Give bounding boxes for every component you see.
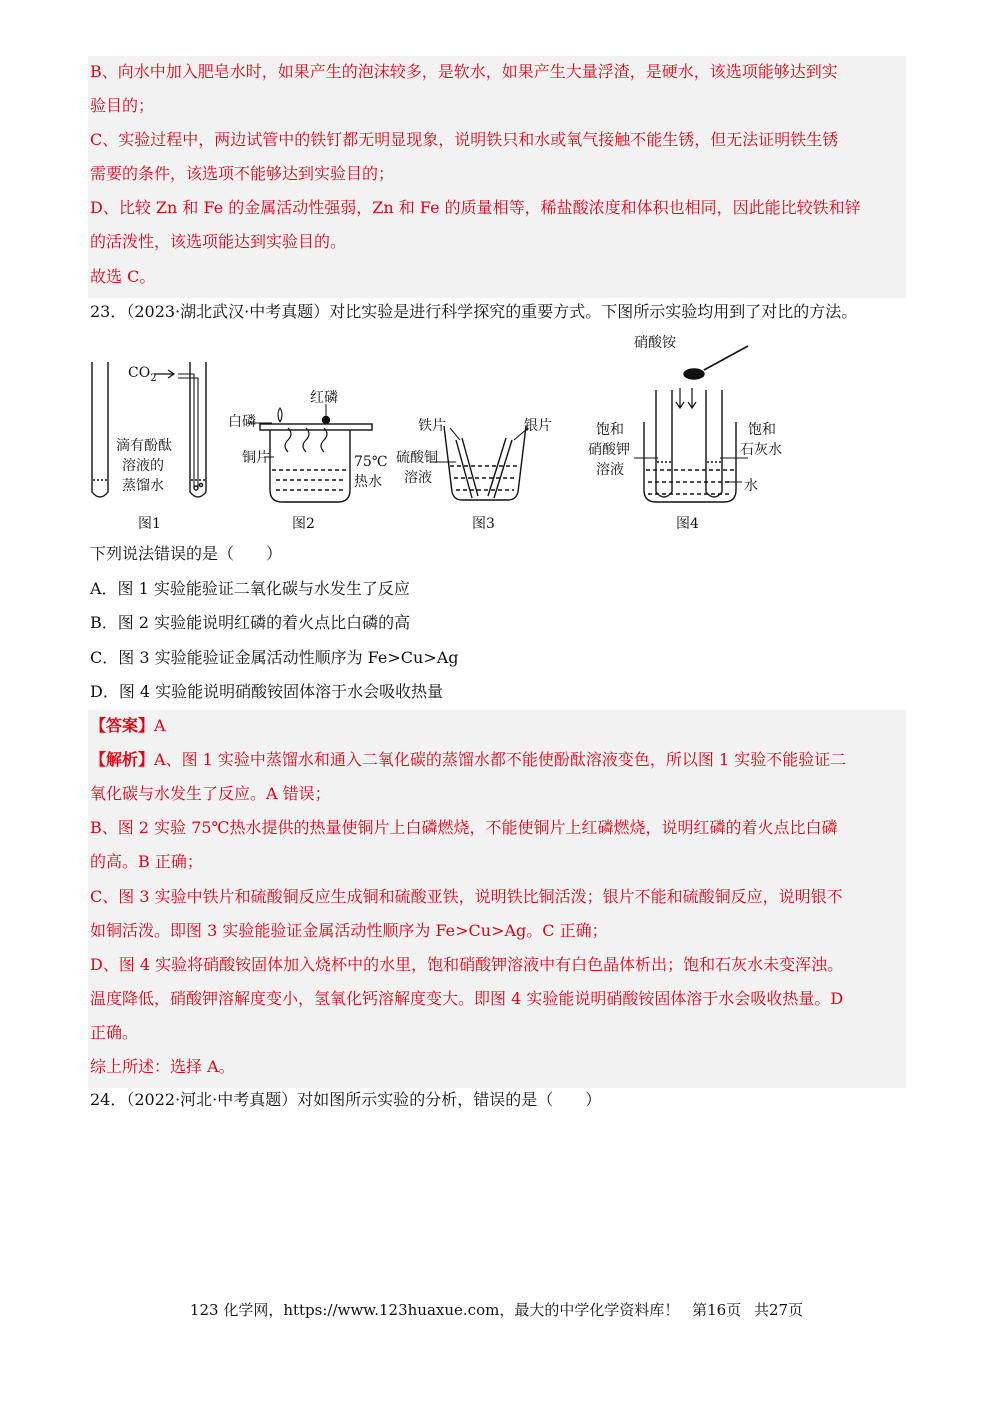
q22-conclusion: 故选 C。 — [90, 267, 156, 286]
fig1-gas-tube — [178, 374, 198, 488]
fig1-co2-label: $CO_2$ — [128, 365, 157, 384]
fig1-bubble — [194, 486, 198, 490]
q23-analysis-c-line2: 如铜活泼。即图 3 实验能验证金属活动性顺序为 Fe>Cu>Ag。C 正确； — [90, 921, 608, 940]
fig1-solution-label-2: 溶液的 — [122, 458, 164, 474]
fig1-left-tube — [92, 362, 108, 497]
fig4-kno3-label-2: 硝酸钾 — [588, 442, 630, 458]
q23-option-a: A．图 1 实验能验证二氧化碳与水发生了反应 — [90, 579, 410, 598]
q23-analysis-b-line1: B、图 2 实验 75℃热水提供的热量使铜片上白磷燃烧，不能使铜片上红磷燃烧，说明红磷的着火点比白磷 — [90, 818, 838, 837]
analysis-a-text: A、图 1 实验中蒸馏水和通入二氧化碳的蒸馏水都不能使酚酞溶液变色，所以图 1 实验不能验证二 — [154, 750, 847, 769]
analysis-label: 【解析】 — [90, 750, 155, 769]
fig3-iron-plate — [456, 438, 478, 498]
fig4-spoon-bowl — [684, 369, 704, 379]
q23-option-c: C．图 3 实验能验证金属活动性顺序为 Fe>Cu>Ag — [90, 648, 459, 667]
q23-analysis-d-line3: 正确。 — [90, 1023, 139, 1042]
q23-option-d: D．图 4 实验能说明硝酸铵固体溶于水会吸收热量 — [90, 682, 444, 701]
q22-d-line2: 的活泼性，该选项能达到实验目的。 — [90, 232, 347, 251]
fig3-beaker-body — [444, 426, 526, 500]
q23-answer-line — [90, 716, 910, 736]
answer-label: 【答案】 — [90, 716, 155, 735]
q22-d-line1: D、比较 Zn 和 Fe 的金属活动性强弱，Zn 和 Fe 的质量相等，稀盐酸浓度和体积也相同，因此能比较铁和锌 — [90, 198, 861, 217]
q23-prompt: 下列说法错误的是（ ） — [90, 544, 283, 563]
page-footer — [0, 1300, 993, 1320]
q23-stem: 23．（2023·湖北武汉·中考真题）对比实验是进行科学探究的重要方式。下图所示实验均用到了对比的方法。 — [90, 302, 858, 321]
fig1-bubble — [199, 483, 202, 486]
fig2-temp-label: 75℃ — [354, 454, 388, 470]
fig4-left-tube — [656, 390, 672, 497]
fig2-white-p-label: 白磷 — [228, 414, 256, 430]
q22-c-line2: 需要的条件，该选项不能够达到实验目的； — [90, 164, 395, 183]
fig4-nh4no3-label: 硝酸铵 — [634, 335, 676, 351]
fig1-solution-label-3: 蒸馏水 — [122, 478, 164, 494]
fig4-arrows — [676, 388, 696, 408]
q22-c-line1: C、实验过程中，两边试管中的铁钉都无明显现象，说明铁只和水或氧气接触不能生锈，但无法证明铁生锈 — [90, 130, 839, 149]
q23-analysis-a-line1 — [90, 750, 910, 770]
fig3-liquid — [450, 466, 520, 490]
fig4-kno3-label-1: 饱和 — [596, 422, 624, 438]
footer-site: 123 化学网，https://www.123huaxue.com，最大的中学化学资料库！ — [189, 1301, 680, 1319]
fig4-water — [646, 470, 734, 494]
fig3-cuso4-label-2: 溶液 — [404, 470, 432, 486]
fig1-arrow — [154, 370, 174, 378]
fig2-red-phosphorus — [323, 417, 330, 424]
q23-experiment-figure — [88, 330, 808, 540]
fig4-apparatus — [634, 346, 748, 502]
fig1-solution-label-1: 滴有酚酞 — [116, 438, 172, 454]
q23-analysis-d-line1: D、图 4 实验将硝酸铵固体加入烧杯中的水里，饱和硝酸钾溶液中有白色晶体析出；饱和石灰水未变浑浊。 — [90, 955, 844, 974]
fig4-spoon — [704, 346, 748, 370]
fig3-beaker — [430, 426, 528, 500]
fig2-red-p-label: 红磷 — [310, 390, 338, 406]
fig3-silver-plate — [488, 438, 512, 498]
fig3-cuso4-label-1: 硫酸铜 — [396, 450, 438, 466]
fig4-right-tube — [706, 390, 722, 497]
fig3-silver-label: 银片 — [524, 418, 552, 434]
footer-page-number: 第16页 — [692, 1301, 742, 1319]
fig3-iron-label: 铁片 — [418, 418, 446, 434]
fig2-water-dashes — [276, 480, 344, 490]
fig1-caption: 图1 — [138, 516, 161, 532]
fig2-beaker-body — [270, 430, 350, 502]
fig2-copper-label: 铜片 — [242, 450, 270, 466]
fig4-water-label: 水 — [744, 478, 758, 494]
fig2-steam — [285, 428, 327, 452]
fig4-lime-label-1: 饱和 — [748, 422, 776, 438]
q22-b-line2: 验目的； — [90, 96, 155, 115]
fig3-caption: 图3 — [472, 516, 495, 532]
q23-analysis-c-line1: C、图 3 实验中铁片和硫酸铜反应生成铜和硫酸亚铁，说明铁比铜活泼；银片不能和硫酸铜反应，说明银不 — [90, 887, 843, 906]
answer-value: A — [154, 716, 166, 735]
fig2-caption: 图2 — [292, 516, 315, 532]
fig1-test-tubes — [92, 362, 206, 497]
fig4-lime-label-2: 石灰水 — [740, 442, 782, 458]
footer-total-pages: 共27页 — [753, 1301, 804, 1319]
q23-analysis-a-line2: 氧化碳与水发生了反应。A 错误； — [90, 784, 331, 803]
q23-analysis-d-line2: 温度降低，硝酸钾溶解度变小，氢氧化钙溶解度变大。即图 4 实验能说明硝酸铵固体溶于水会吸收热量。D — [90, 989, 844, 1008]
q22-b-line1: B、向水中加入肥皂水时，如果产生的泡沫较多，是软水，如果产生大量浮渣，是硬水，该选项能够达到实 — [90, 62, 838, 81]
q23-summary: 综上所述：选择 A。 — [90, 1057, 235, 1076]
fig2-copper-plate — [260, 424, 372, 430]
q23-option-b: B．图 2 实验能说明红磷的着火点比白磷的高 — [90, 613, 411, 632]
fig4-caption: 图4 — [676, 516, 699, 532]
fig2-water-label: 热水 — [354, 474, 382, 490]
q23-analysis-b-line2: 的高。B 正确； — [90, 852, 203, 871]
q24-stem: 24．（2022·河北·中考真题）对如图所示实验的分析，错误的是（ ） — [90, 1090, 602, 1109]
fig4-kno3-label-3: 溶液 — [596, 462, 624, 478]
fig2-flame — [278, 408, 282, 422]
